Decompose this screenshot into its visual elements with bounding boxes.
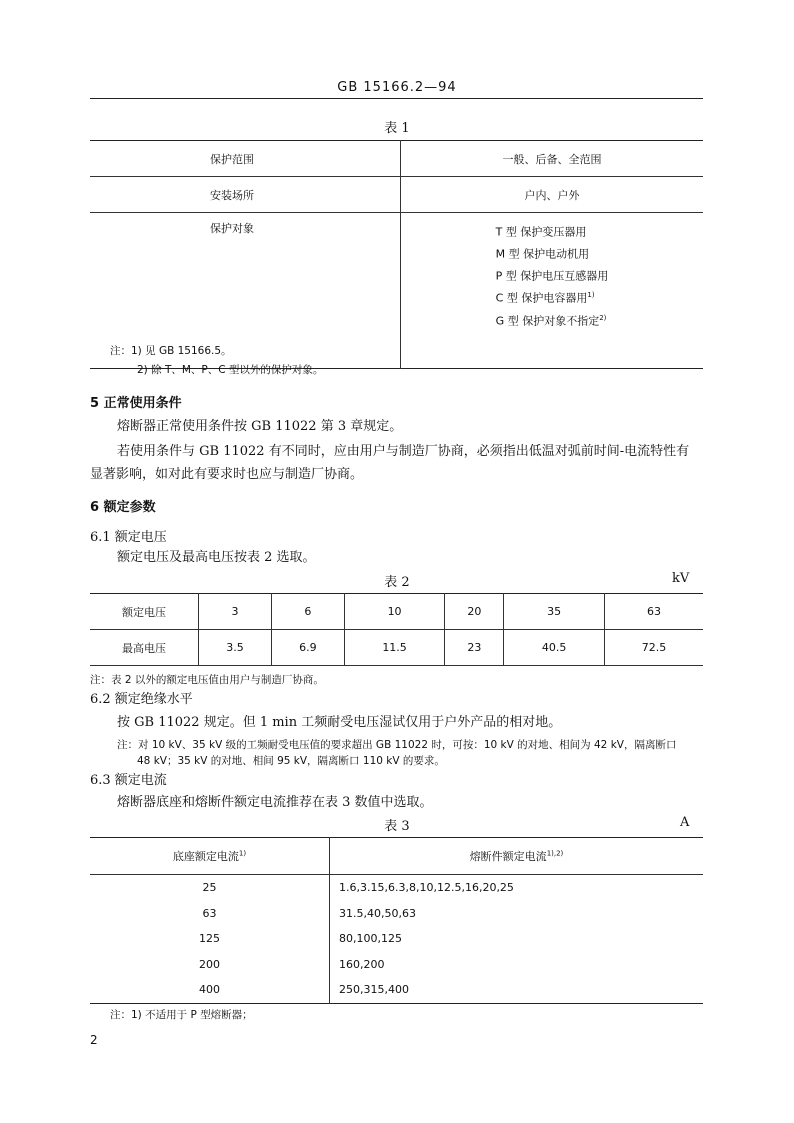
header-rule — [90, 98, 703, 99]
header-standard-number: GB 15166.2—94 — [337, 80, 457, 95]
table3-base-current: 400 — [90, 977, 330, 1003]
table1-cell-value: 一般、后备、全范围 — [401, 141, 704, 177]
table2-cell: 72.5 — [604, 630, 703, 666]
table3-col2-header: 熔断件额定电流$^{1),2)}$ — [330, 838, 704, 875]
table2-unit: kV — [672, 571, 690, 586]
table3-base-current: 63 — [90, 901, 330, 927]
table2-cell: 3.5 — [199, 630, 272, 666]
page-number: 2 — [90, 1033, 98, 1047]
table-header-row — [90, 838, 703, 875]
section5-heading: 5 正常使用条件 — [90, 396, 182, 411]
section62-text: 按 GB 11022 规定。但 1 min 工频耐受电压湿试仅用于户外产品的相对地。 — [117, 715, 562, 730]
table1-cell-label: 保护对象 — [90, 213, 401, 369]
table3-fuse-current: 1.6,3.15,6.3,8,10,12.5,16,20,25 — [339, 881, 514, 895]
table1-cell-label: 安装场所 — [90, 177, 401, 213]
table3-base-current: 25 — [90, 875, 330, 901]
table3-base-current: 200 — [90, 952, 330, 978]
table2-caption: 表 2 — [384, 575, 410, 590]
list-item: T 型 保护变压器用 — [495, 225, 587, 239]
table3-col1-header: 底座额定电流$^{1)}$ — [90, 838, 330, 875]
table2-cell: 3 — [199, 594, 272, 630]
table2-note: 注：表 2 以外的额定电压值由用户与制造厂协商。 — [90, 674, 324, 686]
table2-cell: 40.5 — [504, 630, 605, 666]
section61-heading: 6.1 额定电压 — [90, 530, 167, 545]
table-row — [90, 901, 703, 927]
list-item: M 型 保护电动机用 — [495, 247, 590, 261]
table-1 — [90, 140, 703, 369]
table3-base-current: 125 — [90, 926, 330, 952]
table-row — [90, 875, 703, 901]
section62-note-2: 48 kV；35 kV 的对地、相间 95 kV，隔离断口 110 kV 的要求。 — [137, 755, 445, 767]
table-row — [90, 926, 703, 952]
section63-heading: 6.3 额定电流 — [90, 773, 167, 788]
table3-caption: 表 3 — [384, 819, 410, 834]
section5-paragraph-1: 熔断器正常使用条件按 GB 11022 第 3 章规定。 — [117, 419, 403, 434]
table3-fuse-current: 160,200 — [339, 957, 385, 971]
table-row — [90, 177, 703, 213]
section6-heading: 6 额定参数 — [90, 500, 156, 515]
table3-note: 注：1) 不适用于 P 型熔断器； — [110, 1009, 253, 1021]
table2-cell: 20 — [445, 594, 504, 630]
table1-note-2: 2) 除 T、M、P、C 型以外的保护对象。 — [137, 364, 324, 376]
table-row — [90, 141, 703, 177]
table1-cell-label: 保护范围 — [90, 141, 401, 177]
table-row — [90, 952, 703, 978]
section5-paragraph-2: 若使用条件与 GB 11022 有不同时，应由用户与制造厂协商，必须指出低温对弧前时间-电流特性有 — [117, 444, 690, 459]
table1-caption: 表 1 — [384, 121, 410, 136]
table-2 — [90, 593, 703, 666]
table2-cell: 11.5 — [344, 630, 445, 666]
table2-cell: 6.9 — [271, 630, 344, 666]
table2-cell: 63 — [604, 594, 703, 630]
table-row — [90, 594, 703, 630]
section61-text: 额定电压及最高电压按表 2 选取。 — [117, 550, 316, 565]
table3-unit: A — [680, 815, 690, 830]
section5-paragraph-2-cont: 显著影响，如对此有要求时也应与制造厂协商。 — [90, 467, 364, 482]
table1-protect-list — [401, 213, 704, 369]
table2-cell: 23 — [445, 630, 504, 666]
table-3 — [90, 837, 703, 1004]
list-item: P 型 保护电压互感器用 — [495, 269, 609, 283]
section63-text: 熔断器底座和熔断件额定电流推荐在表 3 数值中选取。 — [117, 795, 433, 810]
table3-fuse-current: 250,315,400 — [339, 983, 409, 997]
list-item: C 型 保护电容器用$^{1)}$ — [495, 291, 595, 306]
table1-cell-value: 户内、户外 — [401, 177, 704, 213]
table2-cell: 35 — [504, 594, 605, 630]
list-item: G 型 保护对象不指定$^{2)}$ — [495, 313, 607, 328]
table1-note-1: 注：1) 见 GB 15166.5。 — [110, 345, 232, 357]
section62-note-1: 注：对 10 kV、35 kV 级的工频耐受电压值的要求超出 GB 11022 时，可按：10 kV 的对地、相间为 42 kV，隔离断口 — [117, 739, 677, 751]
table3-fuse-current: 80,100,125 — [339, 932, 402, 946]
table2-cell: 6 — [271, 594, 344, 630]
table-row — [90, 977, 703, 1003]
section62-heading: 6.2 额定绝缘水平 — [90, 692, 193, 707]
table2-cell: 10 — [344, 594, 445, 630]
table2-row-label: 最高电压 — [90, 630, 199, 666]
table3-fuse-current: 31.5,40,50,63 — [339, 906, 416, 920]
table-row — [90, 630, 703, 666]
table2-row-label: 额定电压 — [90, 594, 199, 630]
